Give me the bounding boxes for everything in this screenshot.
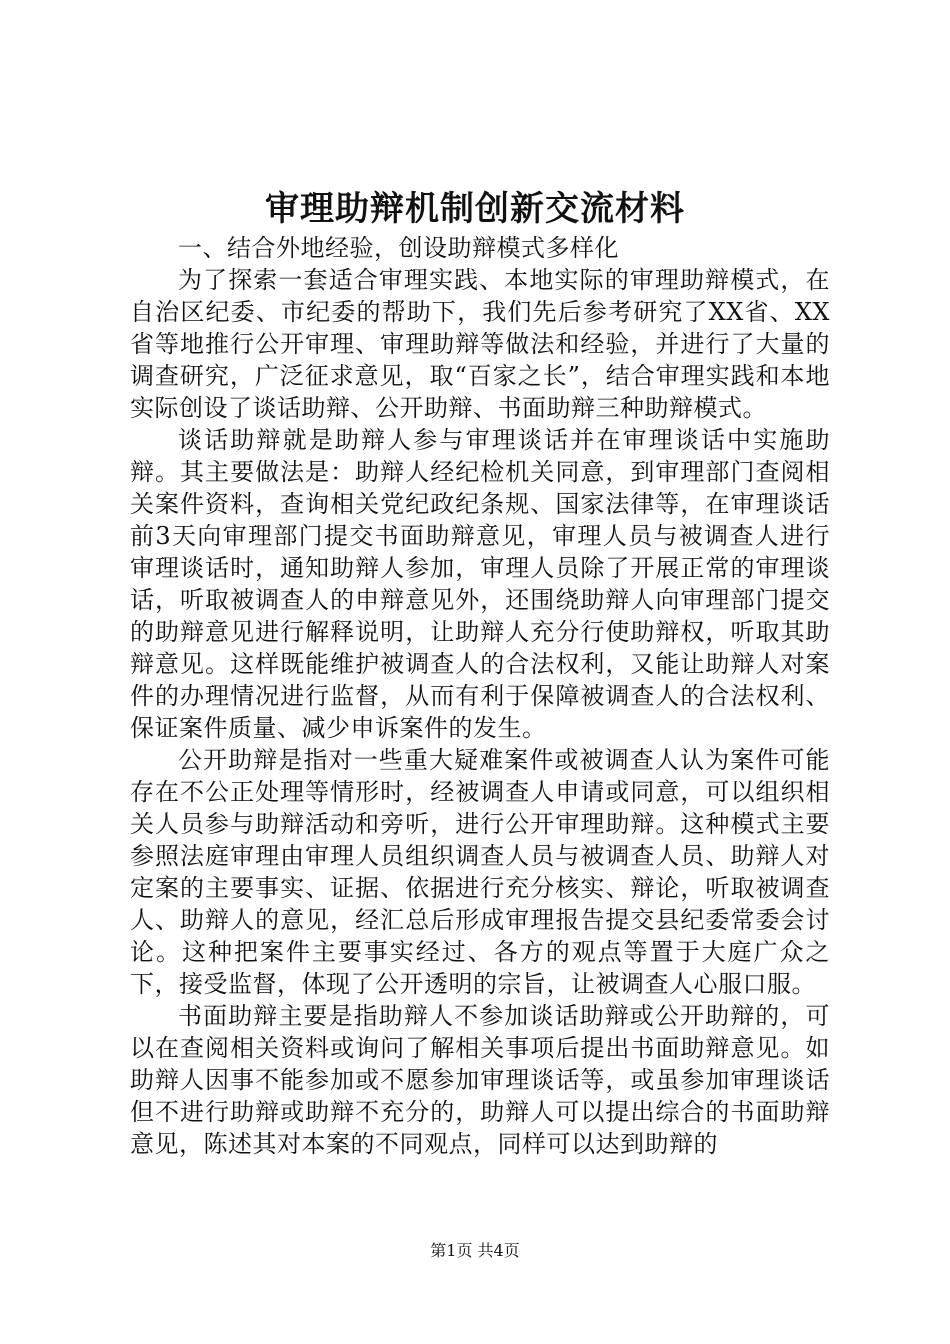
paragraph-public-defense: 公开助辩是指对一些重大疑难案件或被调查人认为案件可能存在不公正处理等情形时，经被调查人申请或同意，可以组织相关人员参与助辩活动和旁听，进行公开审理助辩。这种模式主要参照法庭审理由审理人员组织调查人员与被调查人员、助辩人对定案的主要事实、证据、依据进行充分核实、辩论，听取被调查人、助辩人的意见，经汇总后形成审理报告提交县纪委常委会讨论。这种把案件主要事实经过、各方的观点等置于大庭广众之下，接受监督，体现了公开透明的宗旨，让被调查人心服口服。 — [130, 746, 830, 998]
paragraph-intro: 为了探索一套适合审理实践、本地实际的审理助辩模式，在自治区纪委、市纪委的帮助下，我们先后参考研究了XX省、XX省等地推行公开审理、审理助辩等做法和经验，并进行了大量的调查研究，广泛征求意见，取“百家之长”，结合审理实践和本地实际创设了谈话助辩、公开助辩、书面助辩三种助辩模式。 — [130, 266, 830, 422]
paragraph-talk-defense: 谈话助辩就是助辩人参与审理谈话并在审理谈话中实施助辩。其主要做法是：助辩人经纪检机关同意，到审理部门查阅相关案件资料，查询相关党纪政纪条规、国家法律等，在审理谈话前3天向审理部门提交书面助辩意见，审理人员与被调查人进行审理谈话时，通知助辩人参加，审理人员除了开展正常的审理谈话，听取被调查人的申辩意见外，还围绕助辩人向审理部门提交的助辩意见进行解释说明，让助辩人充分行使助辩权，听取其助辩意见。这样既能维护被调查人的合法权利，又能让助辩人对案件的办理情况进行监督，从而有利于保障被调查人的合法权利、保证案件质量、减少申诉案件的发生。 — [130, 426, 830, 742]
page-footer: 第1页 共4页 — [430, 1241, 520, 1260]
document-body — [130, 232, 830, 1160]
paragraph-written-defense: 书面助辩主要是指助辩人不参加谈话助辩或公开助辩的，可以在查阅相关资料或询问了解相关事项后提出书面助辩意见。如助辩人因事不能参加或不愿参加审理谈话等，或虽参加审理谈话但不进行助辩或助辩不充分的，助辩人可以提出综合的书面助辩意见，陈述其对本案的不同观点，同样可以达到助辩的 — [130, 1002, 830, 1158]
document-title: 审理助辩机制创新交流材料 — [265, 189, 685, 229]
section-heading: 一、结合外地经验，创设助辩模式多样化 — [178, 234, 619, 262]
